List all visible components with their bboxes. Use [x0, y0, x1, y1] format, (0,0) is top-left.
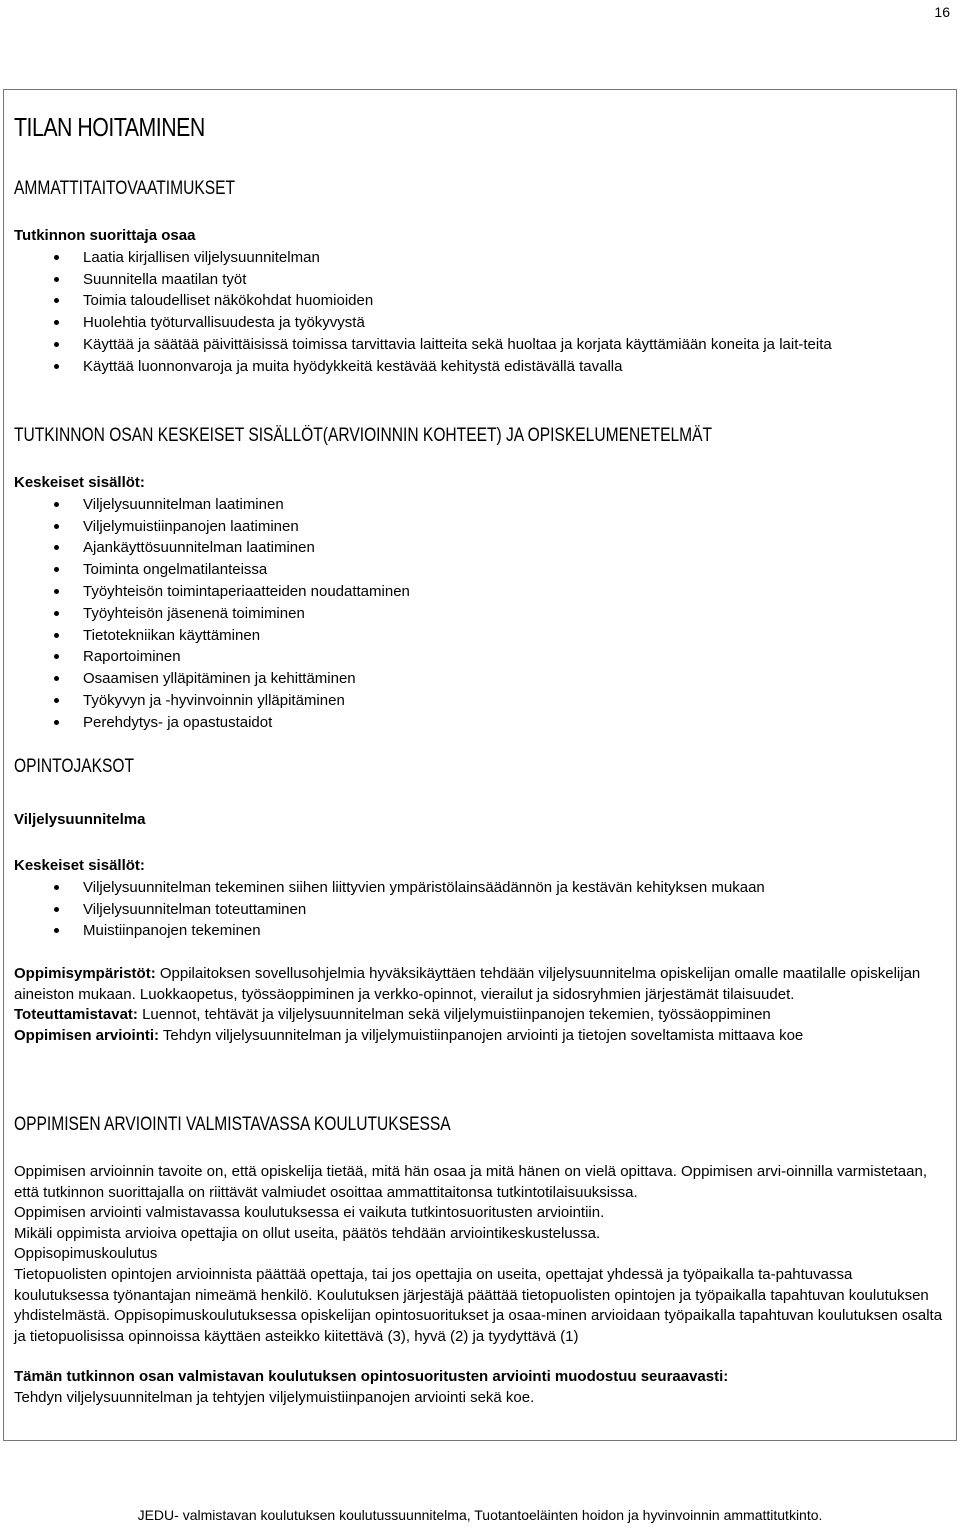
page-footer: JEDU- valmistavan koulutuksen koulutussuunnitelma, Tuotantoeläinten hoidon ja hyvinvoinnin ammattitutkinto. — [137, 1507, 823, 1523]
sisallot-item: Viljelymuistiinpanojen laatiminen — [14, 516, 944, 538]
content-frame — [3, 89, 957, 1441]
oppimisymparistot-paragraph — [14, 964, 944, 1005]
oppimisymparistot-label: Oppimisympäristöt: — [14, 965, 156, 982]
toteuttamistavat-paragraph — [14, 1005, 944, 1026]
sisallot-item: Työyhteisön toimintaperiaatteiden noudattaminen — [14, 581, 944, 603]
arviointi-p3: Mikäli oppimista arvioiva opettajia on ollut useita, päätös tehdään arviointikeskustelussa. — [14, 1224, 601, 1242]
sisallot-item: Ajankäyttösuunnitelman laatiminen — [14, 537, 944, 559]
opintojaksot-label: Keskeiset sisällöt: — [14, 857, 145, 874]
arviointi-text: Tehdyn viljelysuunnitelman ja viljelymuistiinpanojen arviointi ja tietojen soveltamista mittaava koe — [159, 1026, 804, 1044]
ammattitaito-label: Tutkinnon suorittaja osaa — [14, 227, 196, 244]
arviointi-p5: Tietopuolisten opintojen arvioinnista päättää opettaja, tai jos opettajia on useita, opettajat yhdessä ja työpaikalla ta-pahtuvassa koulutuksessa työnantajan nimeämä henkilö. Koulutuksen järjestäjä päättää tietopuolisten opintojen ja työpaikalla tapahtuvan koulutuksen yhdistelmästä. Oppisopimuskoulutuksessa opiskelijan opintosuoritukset ja osaa-minen arvioidaan työpaikalla tapahtuvan koulutuksen osalta ja tietopuolisissa opinnoissa käyttäen asteikko kiitettävä (3), hyvä (2) ja tyydyttävä (1) — [14, 1265, 943, 1345]
opintojaksot-item: Viljelysuunnitelman tekeminen siihen liittyvien ympäristölainsäädännön ja kestävän kehityksen mukaan — [14, 877, 944, 899]
sisallot-item: Raportoiminen — [14, 646, 944, 668]
summary-label: Tämän tutkinnon osan valmistavan koulutuksen opintosuoritusten arviointi muodostuu seuraavasti: — [14, 1368, 729, 1386]
arviointi-p1: Oppimisen arvioinnin tavoite on, että opiskelija tietää, mitä hän osaa ja mitä hänen on vielä opittava. Oppimisen arvi-oinnilla varmistetaan, että tutkinnon suorittajalla on riittävät valmiudet osoittaa ammattitaitonsa tutkintotilaisuuksissa. — [14, 1163, 927, 1201]
opintojaksot-subheading — [14, 809, 944, 831]
sisallot-block — [14, 472, 944, 734]
opintojaksot-details — [14, 964, 944, 1046]
opintojaksot-item: Muistiinpanojen tekeminen — [14, 920, 944, 942]
ammattitaito-list — [14, 247, 944, 378]
sisallot-item: Työyhteisön jäsenenä toimiminen — [14, 603, 944, 625]
ammattitaito-item: Huolehtia työturvallisuudesta ja työkyvystä — [14, 312, 944, 334]
ammattitaito-item: Käyttää luonnonvaroja ja muita hyödykkeitä kestävää kehitystä edistävällä tavalla — [14, 356, 944, 378]
ammattitaito-heading: AMMATTITAITOVAATIMUKSET — [14, 178, 236, 199]
arviointi-block — [14, 1162, 944, 1409]
sisallot-item: Osaamisen ylläpitäminen ja kehittäminen — [14, 668, 944, 690]
sisallot-item: Perehdytys- ja opastustaidot — [14, 712, 944, 734]
sisallot-item: Toiminta ongelmatilanteissa — [14, 559, 944, 581]
ammattitaito-block — [14, 225, 944, 378]
toteuttamistavat-text: Luennot, tehtävät ja viljelysuunnitelman sekä viljelymuistiinpanojen tekemien, työssäoppiminen — [137, 1006, 771, 1024]
ammattitaito-item: Toimia taloudelliset näkökohdat huomioiden — [14, 290, 944, 312]
arviointi-heading: OPPIMISEN ARVIOINTI VALMISTAVASSA KOULUTUKSESSA — [14, 1114, 451, 1135]
oppisopimus-heading: Oppisopimuskoulutus — [14, 1245, 158, 1263]
opintojaksot-block — [14, 855, 944, 942]
toteuttamistavat-label: Toteuttamistavat: — [14, 1006, 138, 1024]
summary-text: Tehdyn viljelysuunnitelman ja tehtyjen viljelymuistiinpanojen arviointi sekä koe. — [14, 1388, 535, 1406]
opintojaksot-item: Viljelysuunnitelman toteuttaminen — [14, 899, 944, 921]
sisallot-item: Työkyvyn ja -hyvinvoinnin ylläpitäminen — [14, 690, 944, 712]
page-title: TILAN HOITAMINEN — [14, 112, 205, 142]
opintojaksot-heading: OPINTOJAKSOT — [14, 756, 135, 777]
sisallot-item: Tietotekniikan käyttäminen — [14, 625, 944, 647]
arviointi-p2: Oppimisen arviointi valmistavassa koulutuksessa ei vaikuta tutkintosuoritusten arviointiin. — [14, 1204, 605, 1222]
ammattitaito-item: Suunnitella maatilan työt — [14, 269, 944, 291]
sisallot-item: Viljelysuunnitelman laatiminen — [14, 494, 944, 516]
arviointi-label: Oppimisen arviointi: — [14, 1026, 160, 1044]
page-number: 16 — [934, 4, 950, 20]
viljelysuunnitelma-heading: Viljelysuunnitelma — [14, 811, 146, 828]
ammattitaito-item: Käyttää ja säätää päivittäisissä toimissa tarvittavia laitteita sekä huoltaa ja korjata käyttämiään koneita ja lait-teita — [14, 334, 944, 356]
oppimisymparistot-text: Oppilaitoksen sovellusohjelmia hyväksikäyttäen tehdään viljelysuunnitelma opiskelijan omalle maatilalle opiskelijan aineiston mukaan. Luokkaopetus, työssäoppiminen ja verkko-opinnot, vierailut ja sidosryhmien järjestämät tilaisuudet. — [14, 965, 921, 1003]
sisallot-list — [14, 494, 944, 734]
sisallot-heading: TUTKINNON OSAN KESKEISET SISÄLLÖT(ARVIOINNIN KOHTEET) JA OPISKELUMENETELMÄT — [14, 425, 713, 446]
sisallot-label: Keskeiset sisällöt: — [14, 474, 145, 491]
ammattitaito-item: Laatia kirjallisen viljelysuunnitelman — [14, 247, 944, 269]
opintojaksot-list — [14, 877, 944, 942]
arviointi-paragraph — [14, 1026, 944, 1047]
